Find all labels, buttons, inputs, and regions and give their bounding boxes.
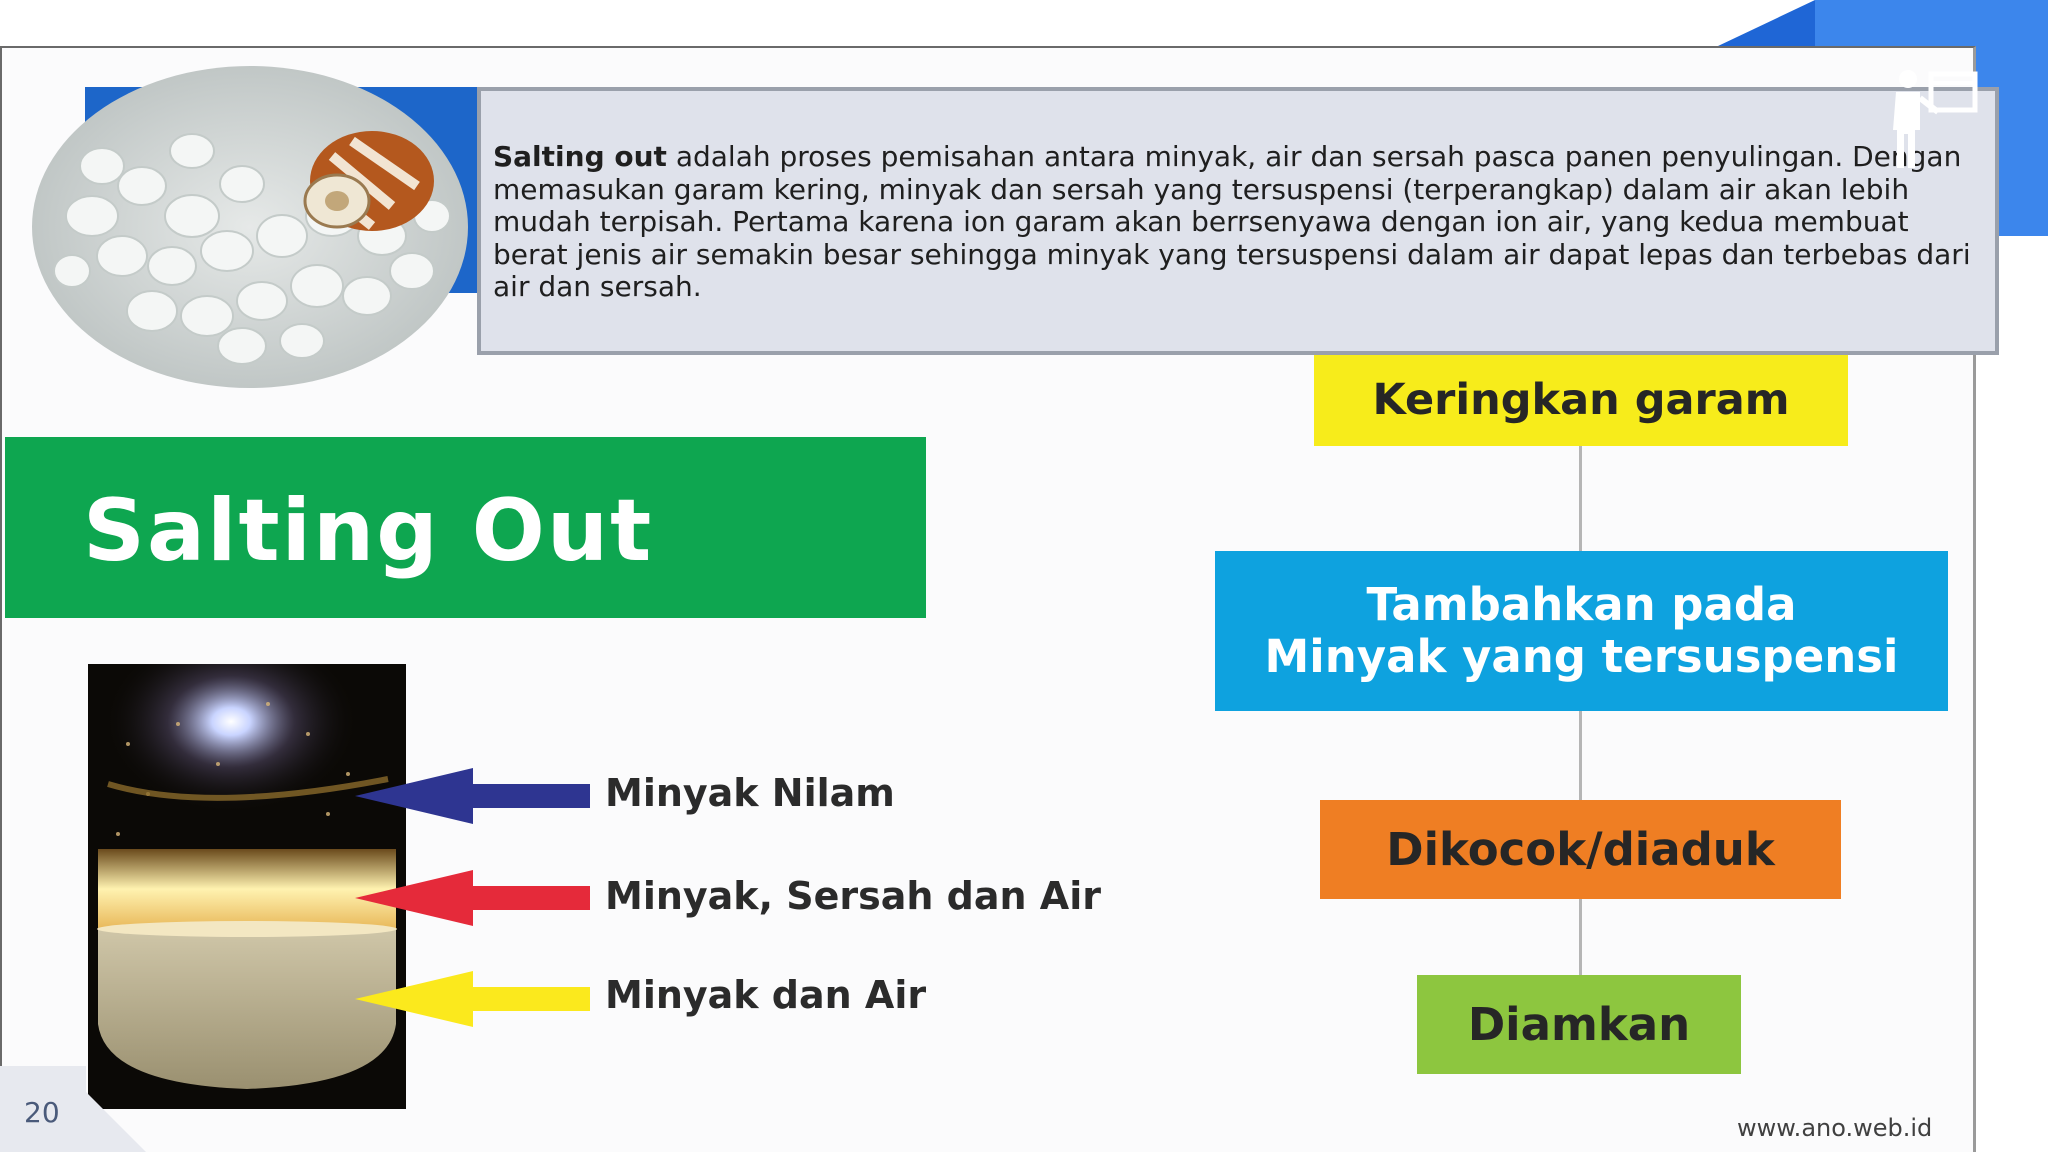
step-diamkan: [1417, 975, 1741, 1074]
description-paragraph: [493, 141, 1981, 304]
page-number: 20: [24, 1096, 60, 1129]
step-label-line2: Minyak yang tersuspensi: [1264, 630, 1899, 683]
step-label: Keringkan garam: [1372, 374, 1790, 425]
page-number-decoration: [86, 1092, 146, 1152]
step-label: Diamkan: [1467, 997, 1691, 1051]
flow-connector: [1579, 446, 1582, 551]
step-dikocok: [1320, 800, 1841, 899]
label-minyak-nilam: Minyak Nilam: [605, 771, 895, 815]
arrow-minyak-sersah-air: [355, 870, 590, 926]
description-box: [477, 87, 1999, 355]
salt-crystals-image: [32, 66, 468, 388]
step-tambahkan: [1215, 551, 1948, 711]
person-presenter-icon: [1878, 68, 1980, 172]
title-band: [5, 437, 926, 618]
step-keringkan-garam: [1314, 355, 1848, 446]
flow-connector: [1579, 899, 1582, 975]
arrow-minyak-nilam: [355, 768, 590, 824]
arrow-minyak-dan-air: [355, 971, 590, 1027]
description-term: Salting out: [493, 140, 667, 173]
step-label-line1: Tambahkan pada: [1366, 578, 1797, 632]
label-minyak-dan-air: Minyak dan Air: [605, 973, 927, 1017]
step-label: Dikocok/diaduk: [1386, 822, 1775, 876]
description-text: adalah proses pemisahan antara minyak, air dan sersah pasca panen penyulingan. Dengan memasukan garam kering, minyak dan sersah yang tersuspensi (terperangkap) dalam air akan lebih mudah terpisah. Pertama karena ion garam akan berrsenyawa dengan ion air, yang kedua membuat berat jenis air semakin besar sehingga minyak yang tersuspensi dalam air dapat lepas dan terbebas dari air dan sersah.: [493, 140, 1971, 303]
flow-connector: [1579, 711, 1582, 800]
source-url: www.ano.web.id: [1737, 1114, 1933, 1142]
slide-title: Salting Out: [83, 481, 654, 581]
label-minyak-sersah-air: Minyak, Sersah dan Air: [605, 874, 1101, 918]
